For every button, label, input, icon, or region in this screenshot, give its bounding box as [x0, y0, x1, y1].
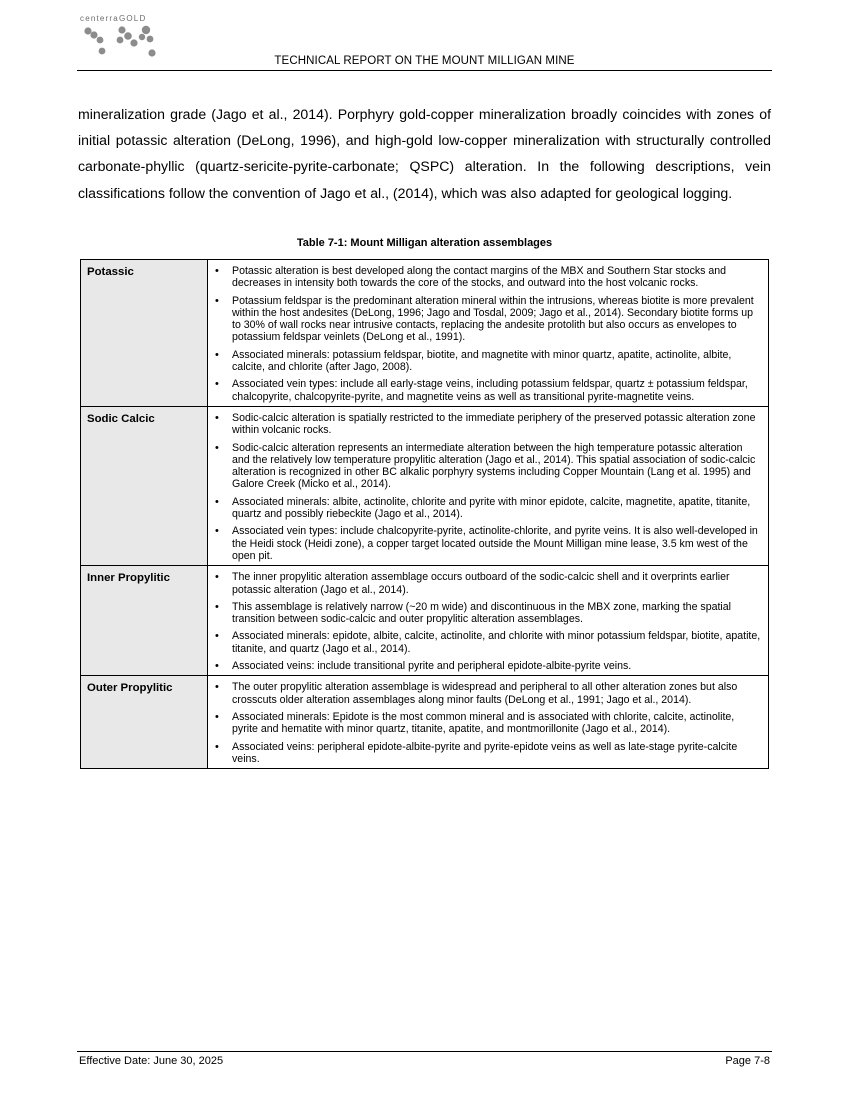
list-item: • Associated minerals: epidote, albite, calcite, actinolite, and chlorite with minor potassium feldspar, biotite, apatite, titanite, and quartz (Jago et al., 2014).	[208, 630, 762, 655]
list-item: • Associated vein types: include all early-stage veins, including potassium feldspar, quartz ± potassium feldspar, chalcopyrite, chalcopyrite-pyrite, and magnetite veins as well as transitional pyrite-magnetite veins.	[208, 378, 762, 403]
list-item: • Sodic-calcic alteration is spatially restricted to the immediate periphery of the preserved potassic alteration zone within volcanic rocks.	[208, 412, 762, 437]
table-caption: Table 7-1: Mount Milligan alteration assemblages	[296, 237, 553, 249]
header-divider	[77, 70, 772, 71]
row-description	[208, 406, 769, 565]
list-item: • Associated veins: include transitional pyrite and peripheral epidote-albite-pyrite veins.	[208, 660, 762, 672]
page-number: Page 7-8	[725, 1055, 770, 1067]
table-row	[81, 260, 769, 407]
list-item: • Associated minerals: Epidote is the most common mineral and is associated with chlorite, calcite, actinolite, pyrite and hematite with minor quartz, titanite, apatite, and montmorillonite (Jago et al., 2014).	[208, 711, 762, 736]
row-description	[208, 260, 769, 407]
table-row	[81, 676, 769, 769]
intro-paragraph: mineralization grade (Jago et al., 2014). Porphyry gold-copper mineralization broadly coincides with zones of initial potassic alteration (DeLong, 1996), and high-gold low-copper mineralization with structurally controlled carbonate-phyllic (quartz-sericite-pyrite-carbonate; QSPC) alteration. In the following descriptions, vein classifications follow the convention of Jago et al., (2014), which was also adapted for geological logging.	[78, 106, 771, 201]
table-row	[81, 406, 769, 565]
list-item: • Associated minerals: potassium feldspar, biotite, and magnetite with minor quartz, apatite, actinolite, albite, calcite, and chlorite (after Jago, 2008).	[208, 349, 762, 374]
row-description	[208, 566, 769, 676]
row-label: Inner Propylitic	[81, 566, 208, 676]
logo-wordmark: centerraGOLD	[80, 14, 147, 23]
row-label: Outer Propylitic	[81, 676, 208, 769]
footer-divider	[77, 1051, 772, 1052]
list-item: • Associated veins: peripheral epidote-albite-pyrite and pyrite-epidote veins as well as late-stage pyrite-calcite veins.	[208, 741, 762, 766]
row-label: Potassic	[81, 260, 208, 407]
list-item: • This assemblage is relatively narrow (~20 m wide) and discontinuous in the MBX zone, marking the spatial transition between sodic-calcic and outer propylitic alteration assemblages.	[208, 601, 762, 626]
list-item: • Potassium feldspar is the predominant alteration mineral within the intrusions, whereas biotite is more prevalent within the host andesites (DeLong, 1996; Jago and Tosdal, 2009; Jago et al., 2014). Secondary biotite forms up to 30% of wall rocks near intrusive contacts, replacing the andesite protolith but also occurs as envelopes to potassium feldspar veinlets (DeLong et al., 1991).	[208, 295, 762, 344]
alteration-assemblages-table	[80, 259, 769, 769]
row-description	[208, 676, 769, 769]
list-item: • Potassic alteration is best developed along the contact margins of the MBX and Southern Star stocks and decreases in intensity both towards the core of the stocks, and outward into the host volcanic rocks.	[208, 265, 762, 290]
effective-date: Effective Date: June 30, 2025	[79, 1055, 224, 1067]
list-item: • Associated vein types: include chalcopyrite-pyrite, actinolite-chlorite, and pyrite veins. It is also well-developed in the Heidi stock (Heidi zone), a copper target located outside the Mount Milligan mine lease, 3.5 km west of the open pit.	[208, 525, 762, 562]
list-item: • Sodic-calcic alteration represents an intermediate alteration between the high temperature potassic alteration and the relatively low temperature propylitic alteration (Jago et al., 2014). This spatial association of sodic-calcic alteration is recognized in other BC alkalic porphyry systems including Copper Mountain (Lang et al. 1995) and Galore Creek (Micko et al., 2014).	[208, 442, 762, 491]
row-label: Sodic Calcic	[81, 406, 208, 565]
list-item: • The inner propylitic alteration assemblage occurs outboard of the sodic-calcic shell and it overprints earlier potassic alteration (Jago et al., 2014).	[208, 571, 762, 596]
list-item: • The outer propylitic alteration assemblage is widespread and peripheral to all other alteration zones but also crosscuts older alteration assemblages along minor faults (DeLong et al., 1991; Jago et al., 2014).	[208, 681, 762, 706]
list-item: • Associated minerals: albite, actinolite, chlorite and pyrite with minor epidote, calcite, magnetite, apatite, titanite, quartz and possibly riebeckite (Jago et al., 2014).	[208, 496, 762, 521]
table-row	[81, 566, 769, 676]
report-header-title: TECHNICAL REPORT ON THE MOUNT MILLIGAN MINE	[274, 55, 575, 67]
